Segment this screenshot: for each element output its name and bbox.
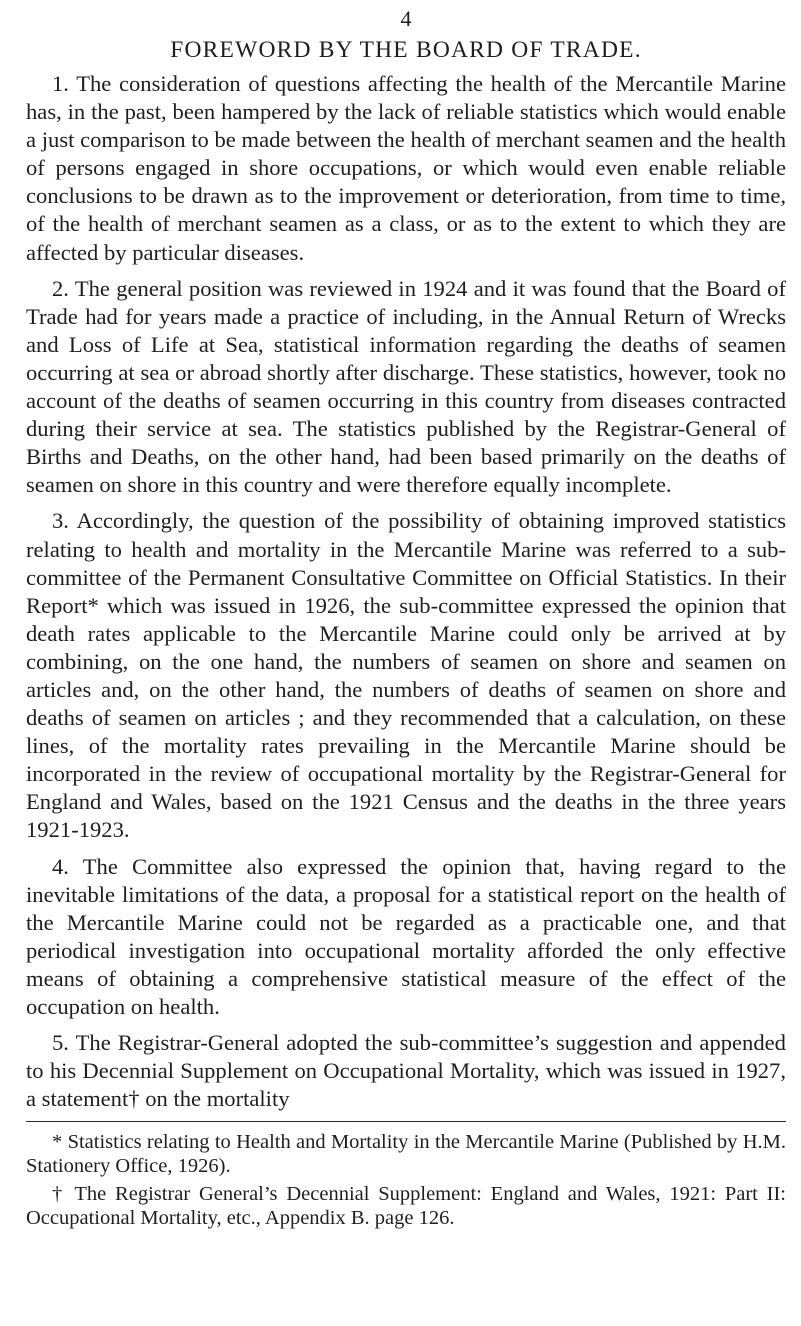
- paragraph-text: Accordingly, the question of the possibility of obtaining improved statistics relating to health and mortality in the Mercantile Marine was referred to a sub-committee of the Permanent Consultative Committee on Official Statistics. In their Report: [26, 508, 786, 618]
- page-heading: FOREWORD BY THE BOARD OF TRADE.: [170, 37, 642, 63]
- paragraph-text-continued: on the mortality: [139, 1086, 290, 1112]
- footnote-mark: †: [52, 1183, 66, 1206]
- paragraph-1: [26, 70, 786, 267]
- paragraph-text: The general position was reviewed in 1924 and it was found that the Board of Trade had for years made a practice of including, in the Annual Return of Wrecks and Loss of Life at Sea, statistical information regarding the deaths of seamen occurring at sea or abroad shortly after discharge. These statistics, however, took no account of the deaths of seamen occurring in this country from diseases contracted during their service at sea. The statistics published by the Registrar-General of Births and Deaths, on the other hand, had been based primarily on the deaths of seamen on shore in this country and were therefore equally incomplete.: [26, 275, 787, 498]
- footnote-2: [26, 1182, 786, 1230]
- footnote-1: [26, 1130, 786, 1178]
- page-number: 4: [400, 6, 412, 31]
- footnote-text: Statistics relating to Health and Mortality in the Mercantile Marine (Published by H.M. Stationery Office, 1926).: [26, 1131, 787, 1178]
- paragraph-number: 1.: [52, 71, 69, 96]
- paragraph-number: 3.: [52, 508, 69, 534]
- paragraph-number: 4.: [52, 853, 69, 879]
- paragraph-number: 2.: [52, 275, 69, 301]
- footnote-mark: *: [52, 1131, 63, 1154]
- document-page: [26, 8, 786, 1234]
- paragraph-5: [26, 1029, 786, 1113]
- paragraph-text: The Committee also expressed the opinion that, having regard to the inevitable limitations of the data, a proposal for a statistical report on the health of the Mercantile Marine could not be regarded as a practicable one, and that periodical investigation into occupational mortality afforded the only effective means of obtaining a comprehensive statistical measure of the effect of the occupation on health.: [26, 853, 786, 1019]
- footnote-reference: *: [87, 592, 99, 618]
- paragraph-2: [26, 275, 786, 500]
- footnote-text: The Registrar General’s Decennial Supplement: England and Wales, 1921: Part II: Occupational Mortality, etc., Appendix B. page 126.: [26, 1183, 786, 1230]
- paragraph-text: The consideration of questions affecting the health of the Mercantile Marine has, in the past, been hampered by the lack of reliable statistics which would enable a just comparison to be made between the health of merchant seamen and the health of persons engaged in shore occupations, or which would even enable reliable conclusions to be drawn as to the improvement or deterioration, from time to time, of the health of merchant seamen as a class, or as to the extent to which they are affected by particular diseases.: [26, 71, 786, 265]
- paragraph-number: 5.: [52, 1030, 69, 1056]
- paragraph-text: The Registrar-General adopted the sub-committee’s suggestion and appended to his Decennial Supplement on Occupational Mortality, which was issued in 1927, a statement: [26, 1030, 786, 1112]
- footnote-divider: [26, 1121, 786, 1122]
- footnote-reference: †: [128, 1086, 140, 1112]
- paragraph-4: [26, 853, 786, 1022]
- paragraph-3: [26, 507, 786, 844]
- paragraph-text-continued: which was issued in 1926, the sub-committee expressed the opinion that death rates applicable to the Mercantile Marine could only be arrived at by combining, on the one hand, the numbers of seamen on shore and seamen on articles and, on the other hand, the numbers of deaths of seamen on shore and deaths of seamen on articles ; and they recommended that a calculation, on these lines, of the mortality rates prevailing in the Mercantile Marine should be incorporated in the review of occupational mortality by the Registrar-General for England and Wales, based on the 1921 Census and the deaths in the three years 1921-1923.: [26, 592, 786, 843]
